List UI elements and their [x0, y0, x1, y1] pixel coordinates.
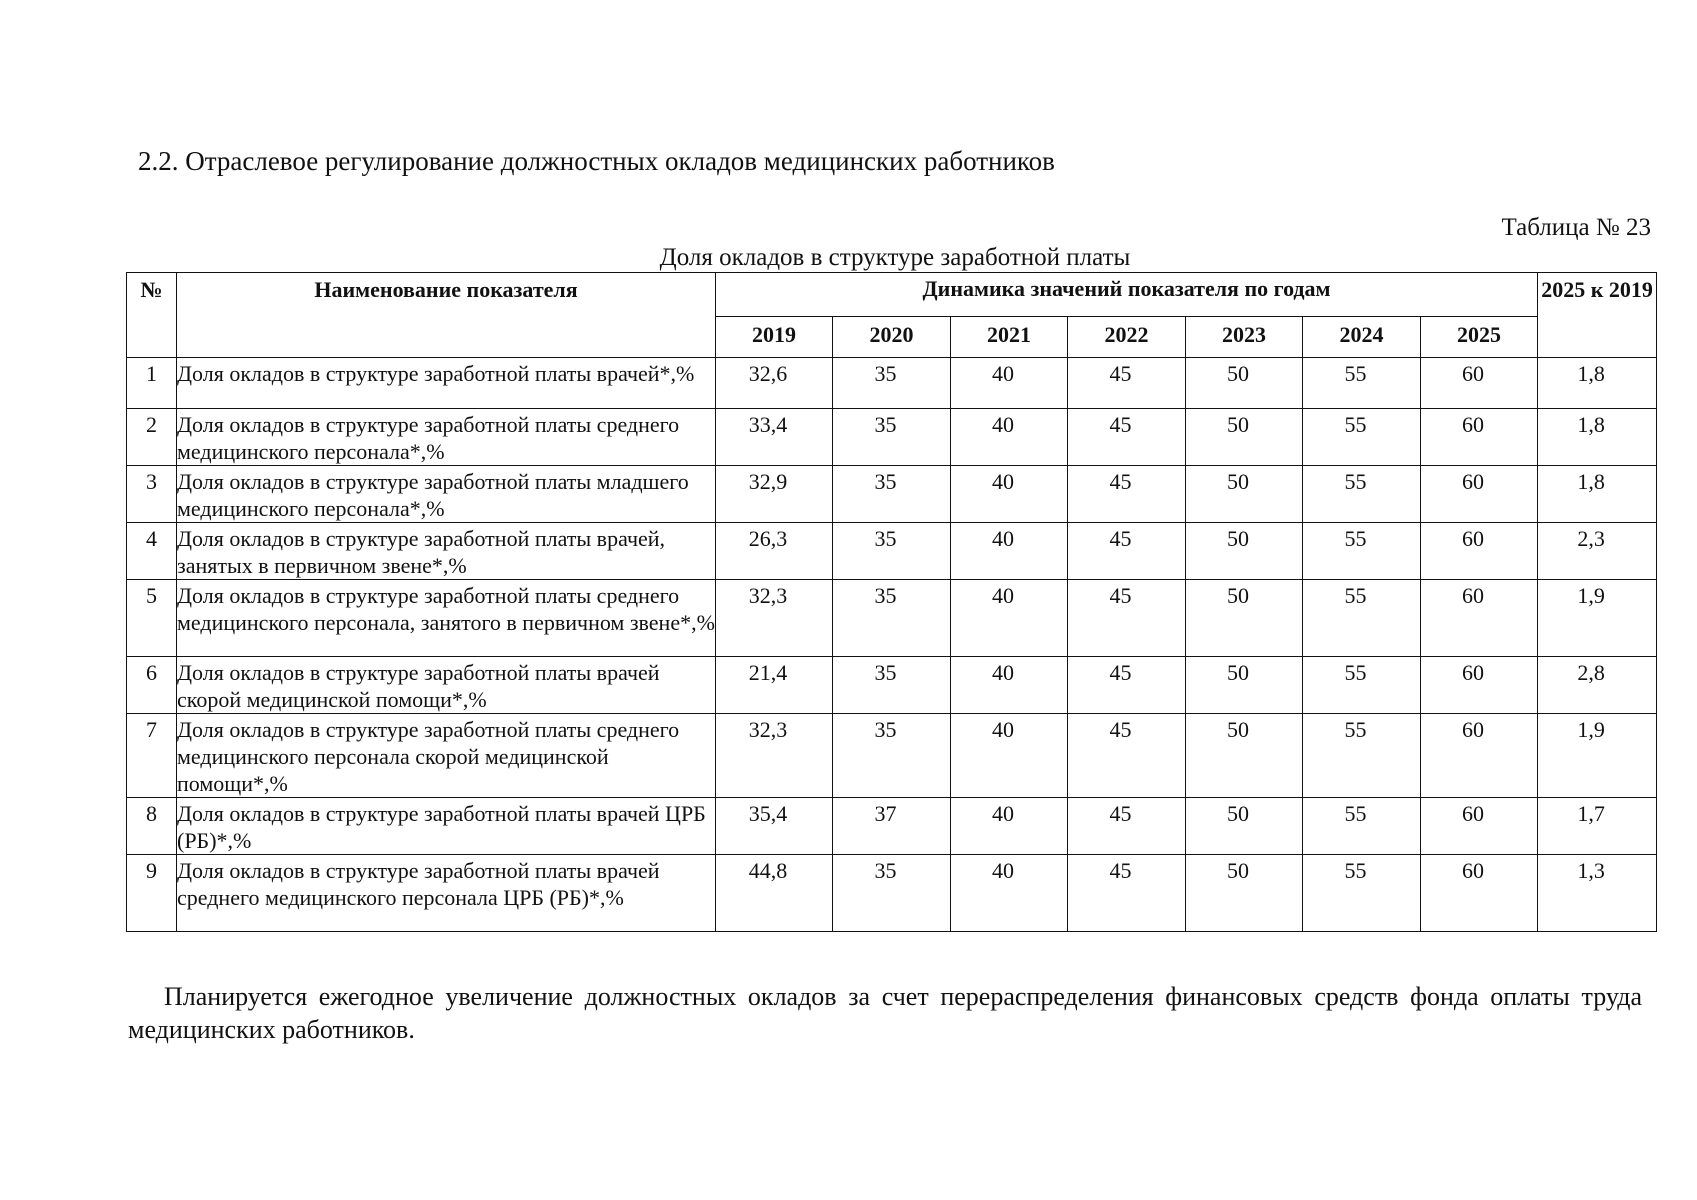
year-value: 45: [1109, 583, 1132, 608]
year-value: 55: [1344, 717, 1367, 742]
year-value-cell: [1421, 580, 1538, 657]
year-value: 45: [1109, 412, 1132, 437]
year-value: 21,4: [748, 660, 788, 685]
year-value-cell: [1068, 657, 1186, 714]
year-value: 55: [1344, 412, 1367, 437]
year-value-cell: [1068, 714, 1186, 798]
year-value: 35: [874, 858, 897, 883]
year-value-cell: [1303, 580, 1421, 657]
indicator-name: Доля окладов в структуре заработной платы среднего медицинского персонала*,%: [177, 409, 716, 466]
year-value: 32,3: [748, 717, 788, 742]
year-value: 26,3: [748, 526, 788, 551]
year-value: 50: [1227, 801, 1249, 826]
header-year: 2019: [716, 317, 833, 358]
year-value: 35: [874, 469, 897, 494]
year-value-cell: [951, 523, 1068, 580]
year-value-cell: [951, 798, 1068, 855]
year-value-cell: [833, 657, 951, 714]
indicator-name: Доля окладов в структуре заработной платы врачей среднего медицинского персонала ЦРБ (РБ)*,%: [177, 855, 716, 932]
body-paragraph: Планируется ежегодное увеличение должностных окладов за счет перераспределения финансовых средств фонда оплаты труда медицинских работников.: [128, 982, 1642, 1044]
year-value: 35,4: [748, 801, 788, 826]
year-value-cell: [1186, 798, 1303, 855]
indicator-name: Доля окладов в структуре заработной платы врачей*,%: [177, 358, 716, 409]
header-year: 2025: [1421, 317, 1538, 358]
year-value-cell: [1186, 855, 1303, 932]
year-value-cell: [951, 466, 1068, 523]
ratio-value: 1,8: [1577, 412, 1605, 437]
table-row: [127, 714, 1657, 798]
indicator-name: Доля окладов в структуре заработной платы врачей, занятых в первичном звене*,%: [177, 523, 716, 580]
ratio-cell: [1538, 580, 1657, 657]
year-value: 40: [992, 660, 1014, 685]
year-value-cell: [716, 798, 833, 855]
year-value: 35: [874, 583, 897, 608]
row-number: 9: [127, 855, 177, 932]
year-value: 55: [1344, 469, 1367, 494]
ratio-value: 1,9: [1577, 583, 1605, 608]
year-value: 33,4: [748, 412, 788, 437]
row-number: 6: [127, 657, 177, 714]
indicator-name: Доля окладов в структуре заработной платы среднего медицинского персонала скорой медицинской помощи*,%: [177, 714, 716, 798]
indicator-name: Доля окладов в структуре заработной платы младшего медицинского персонала*,%: [177, 466, 716, 523]
salary-share-table: [126, 272, 1657, 932]
year-value: 50: [1227, 858, 1249, 883]
year-value: 55: [1344, 858, 1367, 883]
year-value-cell: [951, 358, 1068, 409]
year-value-cell: [1186, 466, 1303, 523]
year-value-cell: [951, 580, 1068, 657]
year-value-cell: [1068, 358, 1186, 409]
year-value: 37: [874, 801, 897, 826]
year-value-cell: [833, 798, 951, 855]
table-row: [127, 798, 1657, 855]
year-value-cell: [1303, 855, 1421, 932]
year-value: 32,6: [748, 361, 788, 386]
row-number: 1: [127, 358, 177, 409]
table-number: Таблица № 23: [1501, 214, 1651, 241]
year-value-cell: [1303, 466, 1421, 523]
year-value-cell: [951, 409, 1068, 466]
ratio-value: 2,3: [1577, 526, 1605, 551]
year-value: 60: [1462, 660, 1485, 685]
year-value: 35: [874, 717, 897, 742]
year-value-cell: [1186, 714, 1303, 798]
year-value: 60: [1462, 412, 1485, 437]
year-value-cell: [716, 523, 833, 580]
year-value-cell: [1421, 466, 1538, 523]
year-value: 50: [1227, 469, 1249, 494]
year-value: 55: [1344, 526, 1367, 551]
year-value-cell: [1068, 523, 1186, 580]
indicator-name: Доля окладов в структуре заработной платы среднего медицинского персонала, занятого в первичном звене*,%: [177, 580, 716, 657]
year-value-cell: [1186, 657, 1303, 714]
row-number: 3: [127, 466, 177, 523]
header-name: Наименование показателя: [177, 273, 716, 358]
year-value-cell: [1421, 855, 1538, 932]
row-number: 8: [127, 798, 177, 855]
year-value-cell: [1068, 798, 1186, 855]
year-value: 50: [1227, 660, 1249, 685]
row-number: 5: [127, 580, 177, 657]
ratio-cell: [1538, 798, 1657, 855]
year-value: 55: [1344, 660, 1367, 685]
year-value: 45: [1109, 361, 1132, 386]
header-year: 2024: [1303, 317, 1421, 358]
year-value: 60: [1462, 361, 1485, 386]
year-value-cell: [1303, 798, 1421, 855]
year-value: 50: [1227, 583, 1249, 608]
year-value: 35: [874, 660, 897, 685]
table-row: [127, 580, 1657, 657]
year-value-cell: [1303, 358, 1421, 409]
year-value-cell: [1303, 714, 1421, 798]
table-row: [127, 358, 1657, 409]
year-value: 45: [1109, 717, 1132, 742]
ratio-cell: [1538, 855, 1657, 932]
year-value: 55: [1344, 583, 1367, 608]
year-value: 40: [992, 361, 1014, 386]
ratio-cell: [1538, 657, 1657, 714]
ratio-cell: [1538, 714, 1657, 798]
year-value-cell: [833, 580, 951, 657]
ratio-cell: [1538, 358, 1657, 409]
year-value: 60: [1462, 469, 1485, 494]
year-value-cell: [1421, 657, 1538, 714]
year-value: 60: [1462, 583, 1485, 608]
year-value: 40: [992, 412, 1014, 437]
year-value: 45: [1109, 660, 1132, 685]
year-value: 50: [1227, 717, 1249, 742]
table-row: [127, 855, 1657, 932]
year-value-cell: [951, 855, 1068, 932]
table-row: [127, 657, 1657, 714]
year-value-cell: [1421, 523, 1538, 580]
table-caption: Доля окладов в структуре заработной платы: [659, 244, 1131, 271]
header-ratio: 2025 к 2019: [1538, 273, 1657, 358]
year-value-cell: [1186, 409, 1303, 466]
ratio-cell: [1538, 523, 1657, 580]
year-value: 50: [1227, 412, 1249, 437]
ratio-cell: [1538, 409, 1657, 466]
year-value-cell: [716, 409, 833, 466]
table-row: [127, 523, 1657, 580]
year-value-cell: [1421, 409, 1538, 466]
year-value: 32,3: [748, 583, 788, 608]
year-value-cell: [1186, 358, 1303, 409]
ratio-value: 1,8: [1577, 469, 1605, 494]
year-value-cell: [1186, 580, 1303, 657]
year-value-cell: [716, 657, 833, 714]
year-value-cell: [1303, 657, 1421, 714]
year-value: 40: [992, 583, 1014, 608]
year-value-cell: [833, 523, 951, 580]
ratio-value: 1,9: [1577, 717, 1605, 742]
table-row: [127, 409, 1657, 466]
year-value-cell: [833, 466, 951, 523]
header-year: 2021: [951, 317, 1068, 358]
year-value: 40: [992, 801, 1014, 826]
header-dynamics: Динамика значений показателя по годам: [716, 273, 1538, 317]
year-value: 40: [992, 469, 1014, 494]
ratio-value: 1,7: [1577, 801, 1605, 826]
year-value: 50: [1227, 526, 1249, 551]
ratio-value: 1,3: [1577, 858, 1605, 883]
year-value-cell: [951, 657, 1068, 714]
year-value: 55: [1344, 361, 1367, 386]
year-value: 35: [874, 526, 897, 551]
year-value: 32,9: [748, 469, 788, 494]
year-value-cell: [716, 358, 833, 409]
year-value-cell: [833, 714, 951, 798]
year-value-cell: [1068, 580, 1186, 657]
year-value: 60: [1462, 801, 1485, 826]
year-value-cell: [833, 855, 951, 932]
year-value-cell: [1068, 466, 1186, 523]
year-value: 45: [1109, 801, 1132, 826]
indicator-name: Доля окладов в структуре заработной платы врачей скорой медицинской помощи*,%: [177, 657, 716, 714]
year-value: 55: [1344, 801, 1367, 826]
year-value-cell: [716, 855, 833, 932]
header-year: 2020: [833, 317, 951, 358]
ratio-cell: [1538, 466, 1657, 523]
year-value-cell: [1421, 798, 1538, 855]
year-value: 60: [1462, 526, 1485, 551]
year-value: 40: [992, 858, 1014, 883]
year-value: 40: [992, 717, 1014, 742]
year-value: 35: [874, 412, 897, 437]
ratio-value: 2,8: [1577, 660, 1605, 685]
year-value: 45: [1109, 526, 1132, 551]
year-value: 50: [1227, 361, 1249, 386]
year-value: 45: [1109, 858, 1132, 883]
year-value-cell: [1303, 409, 1421, 466]
year-value-cell: [1303, 523, 1421, 580]
year-value-cell: [1068, 855, 1186, 932]
year-value: 44,8: [748, 858, 788, 883]
year-value-cell: [1421, 714, 1538, 798]
year-value-cell: [1421, 358, 1538, 409]
year-value-cell: [716, 580, 833, 657]
year-value-cell: [833, 409, 951, 466]
row-number: 2: [127, 409, 177, 466]
year-value-cell: [951, 714, 1068, 798]
year-value: 40: [992, 526, 1014, 551]
header-num: №: [127, 273, 177, 358]
year-value-cell: [833, 358, 951, 409]
header-year: 2023: [1186, 317, 1303, 358]
year-value-cell: [716, 714, 833, 798]
year-value-cell: [1068, 409, 1186, 466]
ratio-value: 1,8: [1577, 361, 1605, 386]
table-row: [127, 466, 1657, 523]
year-value: 60: [1462, 858, 1485, 883]
indicator-name: Доля окладов в структуре заработной платы врачей ЦРБ (РБ)*,%: [177, 798, 716, 855]
year-value: 60: [1462, 717, 1485, 742]
year-value: 45: [1109, 469, 1132, 494]
row-number: 4: [127, 523, 177, 580]
year-value-cell: [716, 466, 833, 523]
year-value-cell: [1186, 523, 1303, 580]
section-heading: 2.2. Отраслевое регулирование должностных окладов медицинских работников: [138, 146, 1055, 176]
header-year: 2022: [1068, 317, 1186, 358]
row-number: 7: [127, 714, 177, 798]
year-value: 35: [874, 361, 897, 386]
